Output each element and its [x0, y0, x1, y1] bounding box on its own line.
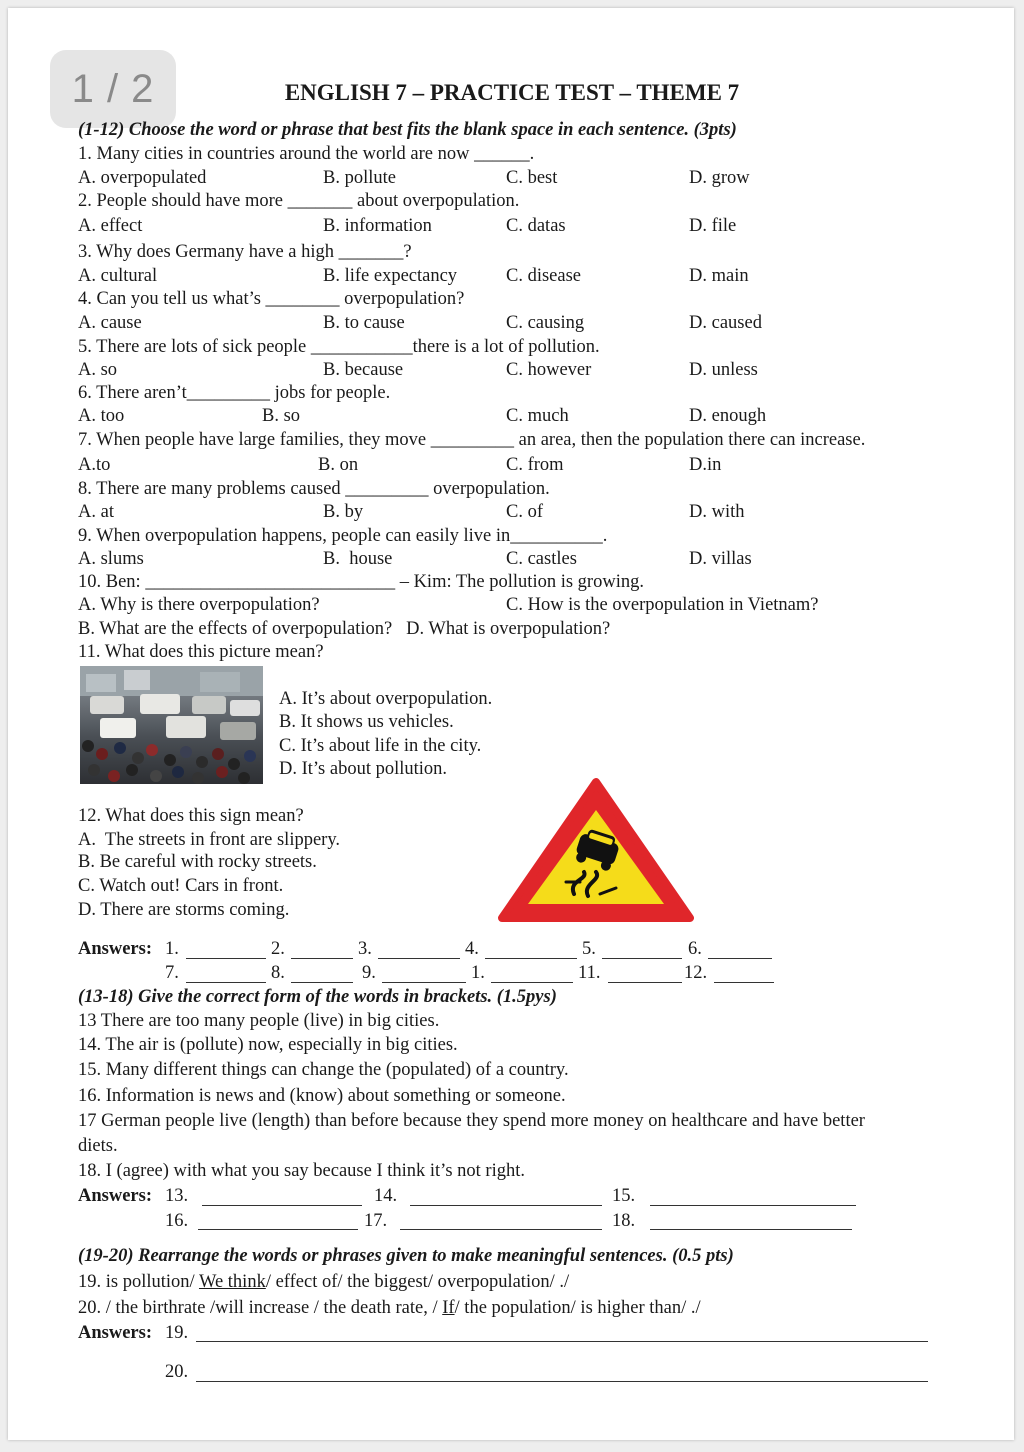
q17-text-line1: 17 German people live (length) than before because they spend more money on healthcare and have better [78, 1111, 865, 1131]
page-indicator: 1 / 2 [50, 50, 176, 128]
q1-option-a: A. overpopulated [78, 168, 207, 188]
q19-text: 19. is pollution/ We think/ effect of/ the biggest/ overpopulation/ ./ [78, 1272, 570, 1292]
answer-num: 8. [271, 963, 285, 983]
q11-option-d: D. It’s about pollution. [279, 759, 448, 779]
q12-stem: 12. What does this sign mean? [78, 806, 304, 826]
q6-option-b: B. so [262, 406, 301, 426]
q7-option-b: B. on [318, 455, 359, 475]
answer-num: 6. [688, 939, 702, 959]
q11-option-a: A. It’s about overpopulation. [279, 689, 493, 709]
answer-blank[interactable] [602, 958, 682, 959]
answer-num: 18. [612, 1211, 636, 1231]
q4-option-c: C. causing [506, 313, 585, 333]
q11-option-b: B. It shows us vehicles. [279, 712, 454, 732]
answer-blank[interactable] [400, 1229, 602, 1230]
answer-num: 2. [271, 939, 285, 959]
answer-blank[interactable] [714, 982, 774, 983]
answer-blank[interactable] [196, 1381, 928, 1382]
q2-option-a: A. effect [78, 216, 143, 236]
q3-option-c: C. disease [506, 266, 582, 286]
q10-option-b-d: B. What are the effects of overpopulation? D. What is overpopulation? [78, 619, 611, 639]
answer-num: 3. [358, 939, 372, 959]
q10-option-a: A. Why is there overpopulation? [78, 595, 320, 615]
q9-option-c: C. castles [506, 549, 577, 569]
q8-stem: 8. There are many problems caused _________ overpopulation. [78, 479, 550, 499]
q3-option-b: B. life expectancy [323, 266, 458, 286]
q9-stem: 9. When overpopulation happens, people can easily live in__________. [78, 526, 608, 546]
answer-blank[interactable] [196, 1341, 928, 1342]
section2-instruction: (13-18) Give the correct form of the words in brackets. (1.5pys) [78, 987, 557, 1007]
answer-num: 13. [165, 1186, 189, 1206]
q17-text-line2: diets. [78, 1136, 118, 1156]
answer-blank[interactable] [382, 982, 466, 983]
answer-blank[interactable] [650, 1205, 856, 1206]
q4-option-a: A. cause [78, 313, 142, 333]
answer-blank[interactable] [186, 982, 266, 983]
answer-num: 5. [582, 939, 596, 959]
q2-option-b: B. information [323, 216, 432, 236]
q12-option-d: D. There are storms coming. [78, 900, 290, 920]
answer-num: 17. [364, 1211, 388, 1231]
answer-num: 9. [362, 963, 376, 983]
answer-blank[interactable] [708, 958, 772, 959]
q12-option-c: C. Watch out! Cars in front. [78, 876, 284, 896]
q8-option-d: D. with [689, 502, 745, 522]
answer-num: 1. [165, 939, 179, 959]
q12-option-a: A. The streets in front are slippery. [78, 830, 341, 850]
q16-text: 16. Information is news and (know) about something or someone. [78, 1086, 566, 1106]
q11-stem: 11. What does this picture mean? [78, 642, 324, 662]
q6-option-c: C. much [506, 406, 569, 426]
answers-label-1: Answers: [78, 939, 152, 959]
answers-label-2: Answers: [78, 1186, 152, 1206]
q8-option-c: C. of [506, 502, 543, 522]
traffic-photo [80, 666, 263, 784]
q6-stem: 6. There aren’t_________ jobs for people. [78, 383, 391, 403]
answer-blank[interactable] [485, 958, 577, 959]
answer-blank[interactable] [378, 958, 460, 959]
answer-num: 20. [165, 1362, 189, 1382]
answer-blank[interactable] [186, 958, 266, 959]
q5-stem: 5. There are lots of sick people ___________there is a lot of pollution. [78, 337, 600, 357]
q20-text: 20. / the birthrate /will increase / the death rate, / If/ the population/ is higher than/ ./ [78, 1298, 701, 1318]
slippery-road-sign-icon [496, 776, 696, 924]
q1-option-d: D. grow [689, 168, 750, 188]
q2-option-d: D. file [689, 216, 737, 236]
answer-blank[interactable] [608, 982, 682, 983]
q13-text: 13 There are too many people (live) in big cities. [78, 1011, 440, 1031]
answers-label-3: Answers: [78, 1323, 152, 1343]
q6-option-a: A. too [78, 406, 125, 426]
q9-option-a: A. slums [78, 549, 144, 569]
answer-blank[interactable] [650, 1229, 852, 1230]
answer-blank[interactable] [491, 982, 573, 983]
q3-option-d: D. main [689, 266, 749, 286]
page-title: ENGLISH 7 – PRACTICE TEST – THEME 7 [284, 80, 740, 105]
q7-option-a: A.to [78, 455, 111, 475]
q3-option-a: A. cultural [78, 266, 158, 286]
q11-option-c: C. It’s about life in the city. [279, 736, 482, 756]
q9-option-d: D. villas [689, 549, 752, 569]
answer-blank[interactable] [410, 1205, 602, 1206]
q5-option-c: C. however [506, 360, 592, 380]
q7-stem: 7. When people have large families, they move _________ an area, then the population there can increase. [78, 430, 866, 450]
q5-option-a: A. so [78, 360, 118, 380]
q7-option-d: D.in [689, 455, 722, 475]
answer-num: 11. [578, 963, 601, 983]
answer-num: 4. [465, 939, 479, 959]
q2-option-c: C. datas [506, 216, 566, 236]
q8-option-b: B. by [323, 502, 364, 522]
q5-option-b: B. because [323, 360, 404, 380]
q5-option-d: D. unless [689, 360, 758, 380]
answer-blank[interactable] [291, 982, 353, 983]
q4-option-d: D. caused [689, 313, 762, 333]
q1-option-c: C. best [506, 168, 558, 188]
q8-option-a: A. at [78, 502, 114, 522]
q3-stem: 3. Why does Germany have a high _______? [78, 242, 412, 262]
q7-option-c: C. from [506, 455, 564, 475]
section1-instruction: (1-12) Choose the word or phrase that best fits the blank space in each sentence. (3pts) [78, 120, 737, 140]
q1-option-b: B. pollute [323, 168, 396, 188]
answer-blank[interactable] [202, 1205, 362, 1206]
answer-num: 16. [165, 1211, 189, 1231]
answer-num: 7. [165, 963, 179, 983]
q4-stem: 4. Can you tell us what’s ________ overpopulation? [78, 289, 465, 309]
answer-blank[interactable] [291, 958, 353, 959]
answer-num: 19. [165, 1323, 189, 1343]
answer-num: 12. [684, 963, 708, 983]
section3-instruction: (19-20) Rearrange the words or phrases given to make meaningful sentences. (0.5 pts) [78, 1246, 734, 1266]
q10-stem: 10. Ben: ___________________________ – Kim: The pollution is growing. [78, 572, 644, 592]
q10-option-c: C. How is the overpopulation in Vietnam? [506, 595, 819, 615]
q9-option-b: B. house [323, 549, 393, 569]
q12-option-b: B. Be careful with rocky streets. [78, 852, 317, 872]
q4-option-b: B. to cause [323, 313, 405, 333]
q14-text: 14. The air is (pollute) now, especially in big cities. [78, 1035, 458, 1055]
answer-num: 14. [374, 1186, 398, 1206]
q2-stem: 2. People should have more _______ about overpopulation. [78, 191, 520, 211]
answer-num: 15. [612, 1186, 636, 1206]
answer-num: 1. [471, 963, 485, 983]
q18-text: 18. I (agree) with what you say because I think it’s not right. [78, 1161, 525, 1181]
q1-stem: 1. Many cities in countries around the world are now ______. [78, 144, 535, 164]
q15-text: 15. Many different things can change the (populated) of a country. [78, 1060, 569, 1080]
answer-blank[interactable] [198, 1229, 358, 1230]
q6-option-d: D. enough [689, 406, 767, 426]
